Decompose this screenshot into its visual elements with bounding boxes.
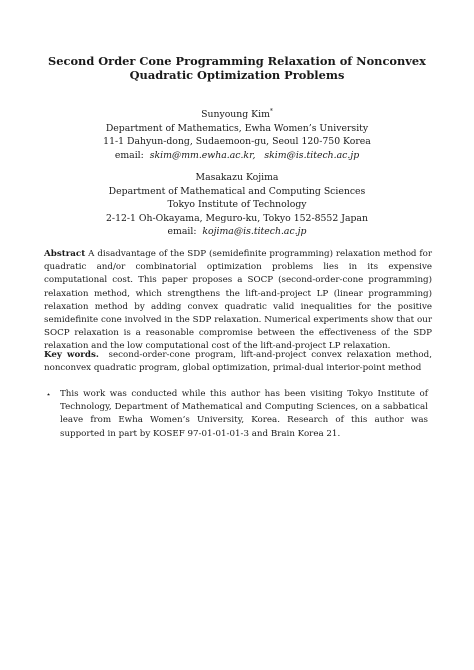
footnote-star-icon: ⋆ [46,390,52,399]
title-line-1: Second Order Cone Programming Relaxation of Nonconvex [48,54,426,68]
author-1-name-line [30,108,444,122]
author-2-institute: Tokyo Institute of Technology [167,199,307,211]
author-1-name: Sunyoung Kim [201,109,270,120]
author-1-block [30,108,444,162]
author-1-department: Department of Mathematics, Ewha Women’s University [105,122,369,134]
abstract-paragraph [44,248,432,354]
author-2-name: Masakazu Kojima [195,172,279,183]
author-1-email-line [30,149,444,163]
author-1-address: 11-1 Dahyun-dong, Sudaemoon-gu, Seoul 120-750 Korea [103,136,371,148]
keywords-text: second-order-cone program, lift-and-project convex relaxation method, nonconvex quadratic program, global optimization, primal-dual interior-point method [44,350,432,374]
title-line-2: Quadratic Optimization Problems [129,68,345,82]
paper-title [40,54,434,82]
author-1-email-label: email: [114,149,144,161]
author-1-footnote-mark: * [269,107,273,115]
abstract-text: A disadvantage of the SDP (semidefinite programming) relaxation method for quadratic and/or combinatorial optimization problems lies in its expensive computational cost. This paper proposes a SOCP (second-order-cone programming) relaxation method, which strengthens the lift-and-project LP (linear programming) relaxation method by adding convex quadratic valid inequalities for the positive semidefinite cone involved in the SDP relaxation. Numerical experiments show that our SOCP relaxation is a reasonable compromise between the effectiveness of the SDP relaxation and the low computational cost of the lift-and-project LP relaxation. [44,249,432,352]
author-2-block [30,171,444,239]
footnote-text: This work was conducted while this author has been visiting Tokyo Institute of Technology, Department of Mathematical and Computing Sciences, on a sabbatical leave from Ewha Women’s University, Korea. Research of this author was supported in part by KOSEF 97-01-01-01-3 and Brain Korea 21. [60,389,428,439]
author-2-address: 2-12-1 Oh-Okayama, Meguro-ku, Tokyo 152-8552 Japan [106,212,368,224]
author-1-email-2: skim@is.titech.ac.jp [264,149,360,161]
author-2-email-1: kojima@is.titech.ac.jp [202,226,307,238]
abstract-label: Abstract [44,249,86,259]
keywords-paragraph [44,349,432,375]
keywords-label: Key words. [44,350,99,360]
author-2-department: Department of Mathematical and Computing Sciences [108,185,366,197]
author-2-email-label: email: [167,226,197,238]
author-1-email-1: skim@mm.ewha.ac.kr, [149,149,256,161]
author-2-email-line [30,225,444,239]
